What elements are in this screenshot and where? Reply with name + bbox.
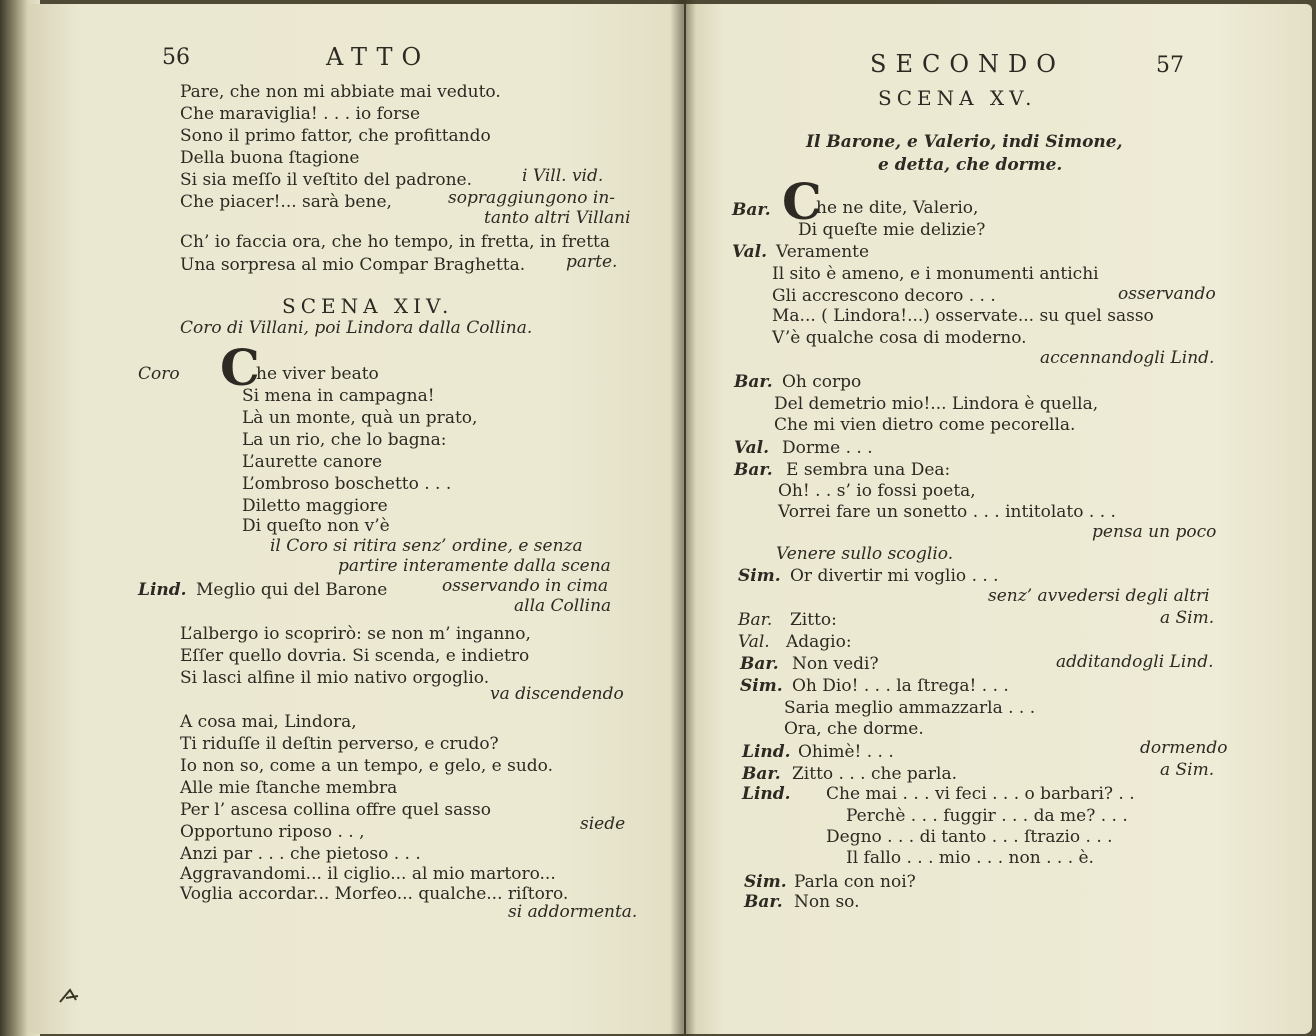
stage-direction: partire interamente dalla scena xyxy=(338,556,611,576)
text-line: Diletto maggiore xyxy=(242,496,388,516)
text-line: Adagio: xyxy=(786,632,852,652)
speaker-label: Lind. xyxy=(138,580,187,600)
stage-direction: alla Collina xyxy=(514,596,612,616)
text-line: Per l’ ascesa collina offre quel sasso xyxy=(180,800,491,820)
stage-direction: additandogli Lind. xyxy=(1056,652,1214,672)
text-line: Di queſte mie delizie? xyxy=(798,220,986,240)
text-line: Venere sullo scoglio. xyxy=(776,544,954,564)
text-line: L’aurette canore xyxy=(242,452,383,472)
stage-direction: sopraggiungono in- xyxy=(448,188,616,208)
text-line: Sono il primo fattor, che profittando xyxy=(180,126,491,146)
text-line: A cosa mai, Lindora, xyxy=(180,712,357,732)
scene-title: SCENA XV. xyxy=(878,86,1037,110)
text-line: Eſſer quello dovria. Si scenda, e indietro xyxy=(180,646,530,666)
stage-direction: tanto altri Villani xyxy=(484,208,631,228)
text-line: Che mi vien dietro come pecorella. xyxy=(774,415,1076,435)
text-line: Oh corpo xyxy=(782,372,862,392)
right-running-head: SECONDO xyxy=(870,50,1065,78)
text-line: Si sia meſſo il veſtito del padrone. xyxy=(180,170,473,190)
speaker-label: Bar. xyxy=(734,372,773,392)
text-line: L’ombroso boschetto . . . xyxy=(242,474,452,494)
right-page-number: 57 xyxy=(1156,53,1184,78)
speaker-label: Val. xyxy=(734,438,770,458)
stage-direction: dormendo xyxy=(1140,738,1228,758)
text-line: Che maraviglia! . . . io forse xyxy=(180,104,421,124)
text-line: V’è qualche cosa di moderno. xyxy=(772,328,1027,348)
text-line: Voglia accordar... Morfeo... qualche... riſtoro. xyxy=(180,884,569,904)
speaker-label: Val. xyxy=(732,242,768,262)
stage-direction: senz’ avvedersi degli altri xyxy=(988,586,1210,606)
scene-cast: Coro di Villani, poi Lindora dalla Collina. xyxy=(180,318,533,338)
left-page-number: 56 xyxy=(162,45,190,70)
scene-cast: e detta, che dorme. xyxy=(878,155,1063,175)
book-gutter xyxy=(670,0,696,1036)
text-line: Veramente xyxy=(776,242,870,262)
text-line: Si mena in campagna! xyxy=(242,386,435,406)
scene-cast: Il Barone, e Valerio, indi Simone, xyxy=(806,132,1123,152)
text-line: Ohimè! . . . xyxy=(798,742,894,762)
text-line: Dorme . . . xyxy=(782,438,873,458)
text-line: Non so. xyxy=(794,892,860,912)
text-line: L’albergo io scoprirò: se non m’ inganno, xyxy=(180,624,531,644)
text-line: Or divertir mi voglio . . . xyxy=(790,566,999,586)
text-line: Ch’ io faccia ora, che ho tempo, in fretta, in fretta xyxy=(180,232,610,252)
drop-cap: C xyxy=(220,338,260,397)
text-line: Una sorpresa al mio Compar Braghetta. xyxy=(180,255,526,275)
stage-direction: il Coro si ritira senz’ ordine, e senza xyxy=(270,536,583,556)
text-line: Ma... ( Lindora!...) osservate... su quel sasso xyxy=(772,306,1154,326)
speaker-label: Bar. xyxy=(744,892,783,912)
text-line: Anzi par . . . che pietoso . . . xyxy=(180,844,421,864)
text-line: Io non so, come a un tempo, e gelo, e sudo. xyxy=(180,756,554,776)
text-line: La un rio, che lo bagna: xyxy=(242,430,447,450)
text-line: Il fallo . . . mio . . . non . . . è. xyxy=(846,848,1094,868)
speaker-label: Bar. xyxy=(740,654,779,674)
text-line: Che mai . . . vi feci . . . o barbari? . . xyxy=(826,784,1135,804)
speaker-label: Sim. xyxy=(738,566,781,586)
speaker-label: Bar. xyxy=(734,460,773,480)
text-line: he ne dite, Valerio, xyxy=(816,198,979,218)
text-line: Vorrei fare un sonetto . . . intitolato . . . xyxy=(778,502,1116,522)
text-line: Pare, che non mi abbiate mai veduto. xyxy=(180,82,501,102)
speaker-label: Lind. xyxy=(742,742,791,762)
stage-direction: parte. xyxy=(566,252,618,272)
text-line: Meglio qui del Barone xyxy=(196,580,388,600)
text-line: Saria meglio ammazzarla . . . xyxy=(784,698,1036,718)
text-line: Gli accrescono decoro . . . xyxy=(772,286,996,306)
text-line: Oh! . . s’ io fossi poeta, xyxy=(778,481,976,501)
text-line: Aggravandomi... il ciglio... al mio martoro... xyxy=(180,864,556,884)
stage-direction: i Vill. vid. xyxy=(522,166,604,186)
text-line: Là un monte, quà un prato, xyxy=(242,408,478,428)
speaker-label: Bar. xyxy=(742,764,781,784)
speaker-label: Val. xyxy=(738,632,770,652)
text-line: Parla con noi? xyxy=(794,872,916,892)
speaker-label: Lind. xyxy=(742,784,791,804)
speaker-label: Sim. xyxy=(744,872,787,892)
text-line: Degno . . . di tanto . . . ſtrazio . . . xyxy=(826,827,1113,847)
stage-direction: si addormenta. xyxy=(508,902,638,922)
text-line: Perchè . . . fuggir . . . da me? . . . xyxy=(846,806,1128,826)
text-line: Il sito è ameno, e i monumenti antichi xyxy=(772,264,1099,284)
speaker-label: Coro xyxy=(138,364,180,384)
text-line: he viver beato xyxy=(256,364,379,384)
text-line: Alle mie ſtanche membra xyxy=(180,778,398,798)
scene-title: SCENA XIV. xyxy=(282,294,454,318)
text-line: Oh Dio! . . . la ſtrega! . . . xyxy=(792,676,1009,696)
text-line: Si lasci alfine il mio nativo orgoglio. xyxy=(180,668,490,688)
text-line: Opportuno riposo . . , xyxy=(180,822,365,842)
speaker-label: Sim. xyxy=(740,676,783,696)
text-line: E sembra una Dea: xyxy=(786,460,951,480)
text-line: Non vedi? xyxy=(792,654,879,674)
text-line: Ti riduſſe il deſtin perverso, e crudo? xyxy=(180,734,499,754)
text-line: Della buona ſtagione xyxy=(180,148,360,168)
stage-direction: va discendendo xyxy=(490,684,624,704)
text-line: Che piacer!... sarà bene, xyxy=(180,192,392,212)
stage-direction: osservando xyxy=(1118,284,1216,304)
text-line: Zitto: xyxy=(790,610,837,630)
text-line: Ora, che dorme. xyxy=(784,719,924,739)
speaker-label: Bar. xyxy=(732,200,771,220)
drop-cap: C xyxy=(782,172,822,231)
stage-direction: pensa un poco xyxy=(1092,522,1217,542)
stage-direction: accennandogli Lind. xyxy=(1040,348,1215,368)
left-running-head: ATTO xyxy=(326,43,431,71)
stage-direction: a Sim. xyxy=(1160,760,1215,780)
stage-direction: a Sim. xyxy=(1160,608,1215,628)
ink-mark-icon xyxy=(58,986,88,1006)
stage-direction: siede xyxy=(580,814,626,834)
speaker-label: Bar. xyxy=(738,610,773,630)
text-line: Del demetrio mio!... Lindora è quella, xyxy=(774,394,1099,414)
text-line: Di queſto non v’è xyxy=(242,516,390,536)
text-line: Zitto . . . che parla. xyxy=(792,764,958,784)
stage-direction: osservando in cima xyxy=(442,576,609,596)
